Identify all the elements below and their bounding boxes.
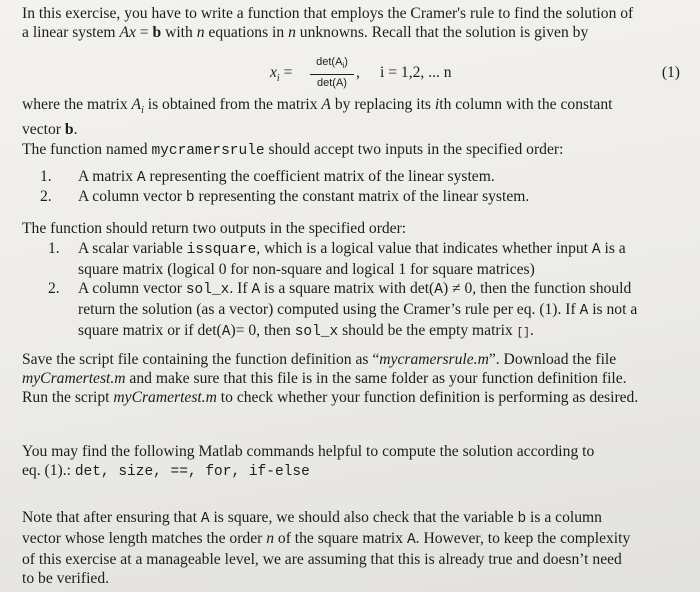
equation-fraction	[308, 55, 356, 90]
var-b: b	[152, 24, 162, 41]
output-list	[48, 239, 686, 339]
list-item: 1. A scalar variable issquare, which is a logical value that indicates whether input A is a square matrix (logical 0 for non-square and logical 1 for square matrices)	[48, 240, 626, 278]
equation-number: (1)	[661, 64, 680, 81]
function-outputs-heading: The function should return two outputs in the specified order:	[22, 220, 407, 237]
list-item: 1. A matrix A representing the coefficient matrix of the linear system.	[40, 168, 495, 186]
equation-lhs: $x_i$ =	[270, 64, 293, 85]
function-inputs-heading: The function named mycramersrule should accept two inputs in the specified order:	[22, 141, 564, 159]
intro-paragraph: In this exercise, you have to write a function that employs the Cramer's rule to find the solution of a linear system Ax = b with n equations in n unknowns. Recall that the solution is given by	[22, 5, 634, 41]
save-paragraph: Save the script file containing the function definition as “mycramersrule.m”. Download the file myCramertest.m and make sure that this file is in the same folder as your function definition file. Run the script myCramertest.m to check whether your function definition is performing as desired.	[22, 351, 639, 406]
where-paragraph: where the matrix $A_i$ is obtained from the matrix A by replacing its ith column with the constant vector b.	[22, 96, 613, 139]
list-item: 2. A column vector b representing the constant matrix of the linear system.	[40, 188, 530, 206]
cramer-equation: $x_i$ = $\det(A_i)$ det(A) , i = 1,2, ... n (1)	[270, 56, 680, 90]
intro-line-1: In this exercise, you have to write a function that employs the Cramer's rule to find the solution of	[22, 5, 634, 22]
matlab-commands-paragraph: You may find the following Matlab commands helpful to compute the solution according to eq. (1).: det, size, ==, for, if-else	[22, 443, 595, 480]
list-item: 2. A column vector sol_x. If A is a square matrix with det(A) ≠ 0, then the function should return the solution (as a vector) computed using the Cramer’s rule per eq. (1). If A is not a square matrix or if det(A)= 0, then sol_x should be the empty matrix [].	[48, 280, 638, 340]
note-paragraph: Note that after ensuring that A is square, we should also check that the variable b is a column vector whose length matches the order n of the square matrix A. However, to keep the complexity of this exercise at a manageable level, we are assuming that this is already true and doesn’t need to be verified.	[22, 509, 631, 587]
function-name-code: mycramersrule	[151, 143, 265, 159]
equation-denominator: det(A)	[317, 77, 347, 90]
equation-range: i = 1,2, ... n	[380, 64, 452, 81]
input-list	[40, 167, 686, 207]
matlab-commands-code: det, size, ==, for, if-else	[74, 464, 310, 480]
equation-numerator: $\det(A_i)$	[316, 56, 348, 71]
var-Ax: Ax	[119, 24, 136, 41]
